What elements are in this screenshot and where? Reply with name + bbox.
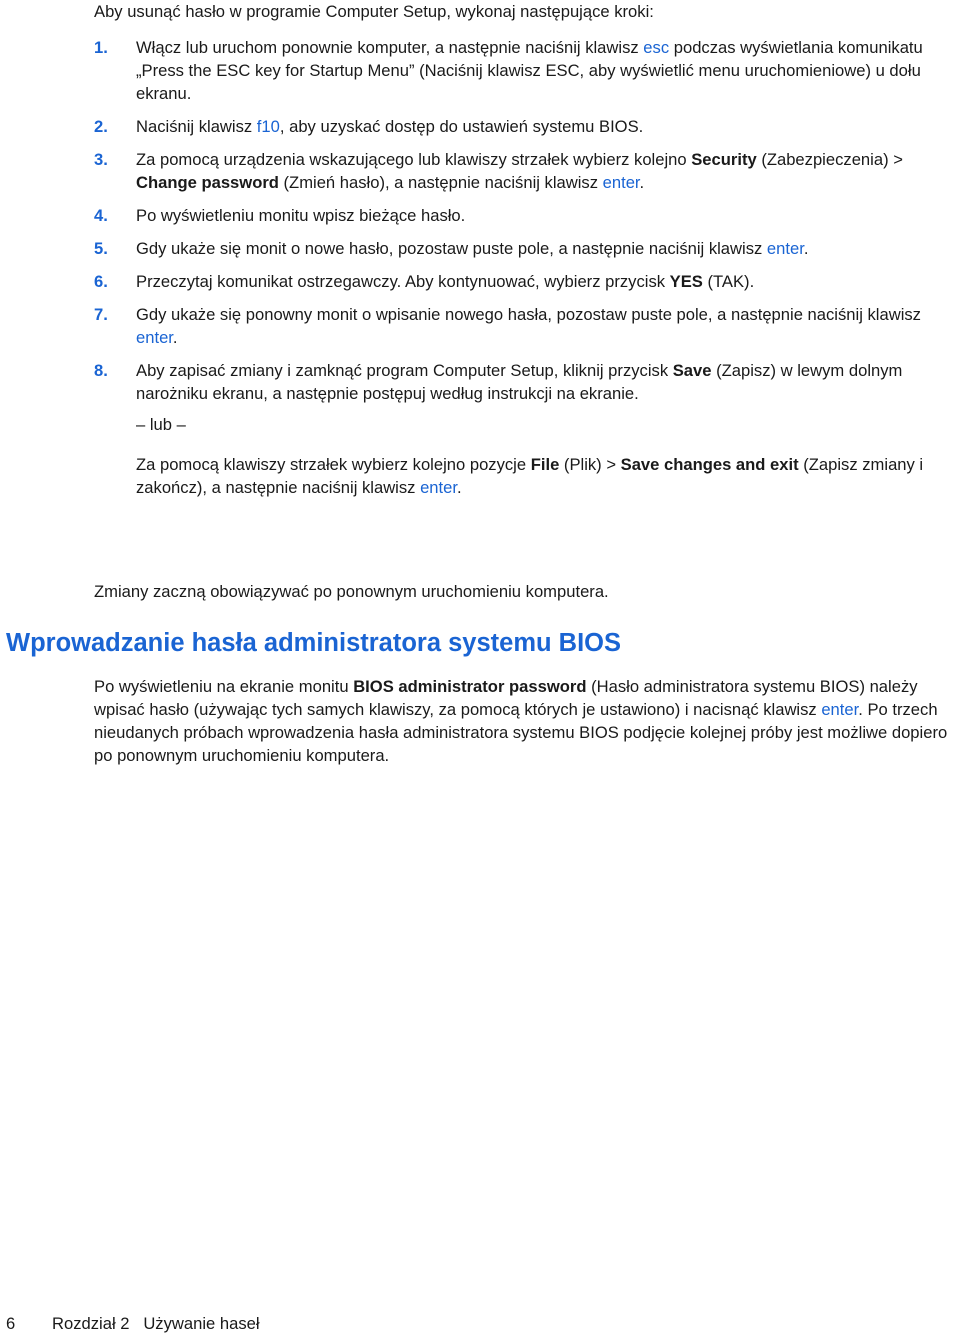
list-item: [94, 115, 960, 138]
chapter-title: Używanie haseł: [143, 1314, 260, 1333]
step-text: Przeczytaj komunikat ostrzegawczy. Aby kontynuować, wybierz przycisk: [136, 272, 670, 291]
menu-item-name: Save changes and exit: [620, 455, 799, 474]
step-text: podczas wyświetlania komunikatu „Press the ESC key for Startup Menu” (Naciśnij klawisz ESC, aby wyświetlić menu uruchomieniowe) u dołu ekranu.: [136, 38, 923, 103]
chapter-label: Rozdział 2: [52, 1314, 130, 1333]
alternative-paragraph: [136, 453, 960, 499]
step-paragraph: [136, 359, 960, 405]
step-text: .: [172, 328, 178, 347]
step-text: Gdy ukaże się monit o nowe hasło, pozostaw puste pole, a następnie naciśnij klawisz: [136, 239, 767, 258]
step-number: 7.: [94, 305, 108, 324]
button-name: Save: [672, 361, 712, 380]
step-text: .: [639, 173, 645, 192]
step-text: , aby uzyskać dostęp do ustawień systemu BIOS.: [279, 117, 644, 136]
closing-text: Zmiany zaczną obowiązywać po ponownym uruchomieniu komputera.: [94, 582, 609, 601]
button-name: YES: [669, 272, 703, 291]
list-item: [94, 237, 960, 260]
step-number: 2.: [94, 117, 108, 136]
list-item: [94, 359, 960, 499]
step-text: .: [456, 478, 462, 497]
page-footer: [6, 1312, 260, 1335]
step-text: (TAK).: [702, 272, 755, 291]
key-name: enter: [136, 328, 173, 347]
prompt-name: BIOS administrator password: [353, 677, 587, 696]
page-number: 6: [6, 1314, 16, 1333]
intro-text: Aby usunąć hasło w programie Computer Setup, wykonaj następujące kroki:: [94, 2, 654, 21]
steps-list: [94, 36, 960, 509]
step-text: (Zapisz) w lewym dolnym narożniku ekranu, a następnie postępuj według instrukcji na ekranie.: [136, 361, 903, 403]
list-item: [94, 303, 960, 349]
menu-item-name: Change password: [136, 173, 279, 192]
list-item: [94, 148, 960, 194]
section-text: Po wyświetleniu na ekranie monitu: [94, 677, 354, 696]
step-text: .: [803, 239, 809, 258]
alternative-separator: – lub –: [136, 415, 186, 434]
step-number: 8.: [94, 361, 108, 380]
step-text: Naciśnij klawisz: [136, 117, 257, 136]
section-paragraph: [94, 675, 960, 767]
step-text: Włącz lub uruchom ponownie komputer, a następnie naciśnij klawisz: [136, 38, 644, 57]
key-name: enter: [821, 700, 859, 719]
step-text: (Plik) >: [559, 455, 621, 474]
step-number: 3.: [94, 150, 108, 169]
step-number: 1.: [94, 38, 108, 57]
list-item: [94, 36, 960, 105]
step-text: (Zmień hasło), a następnie naciśnij klawisz: [278, 173, 603, 192]
step-text: (Zabezpieczenia) >: [756, 150, 903, 169]
step-text: Gdy ukaże się ponowny monit o wpisanie nowego hasła, pozostaw puste pole, a następnie naciśnij klawisz: [136, 305, 921, 324]
list-item: [94, 270, 960, 293]
key-name: esc: [643, 38, 670, 57]
menu-item-name: File: [530, 455, 560, 474]
key-name: enter: [420, 478, 457, 497]
step-number: 5.: [94, 239, 108, 258]
key-name: enter: [766, 239, 804, 258]
menu-item-name: Security: [691, 150, 757, 169]
key-name: f10: [256, 117, 280, 136]
section-heading: Wprowadzanie hasła administratora systemu BIOS: [6, 629, 622, 657]
list-item: [94, 204, 960, 227]
key-name: enter: [602, 173, 640, 192]
step-text: Za pomocą klawiszy strzałek wybierz kolejno pozycje: [136, 455, 531, 474]
step-number: 6.: [94, 272, 108, 291]
step-text: Za pomocą urządzenia wskazującego lub klawiszy strzałek wybierz kolejno: [136, 150, 692, 169]
step-text: Aby zapisać zmiany i zamknąć program Computer Setup, kliknij przycisk: [136, 361, 673, 380]
section-text: . Po trzech nieudanych próbach wprowadzenia hasła administratora systemu BIOS podjęcie kolejnej próby jest możliwe dopiero po ponownym uruchomieniu komputera.: [94, 700, 948, 765]
step-text: (Zapisz zmiany i zakończ), a następnie naciśnij klawisz: [136, 455, 924, 497]
step-number: 4.: [94, 206, 108, 225]
step-text: Po wyświetleniu monitu wpisz bieżące hasło.: [136, 206, 466, 225]
section-text: (Hasło administratora systemu BIOS) należy wpisać hasło (używając tych samych klawiszy, za pomocą których je ustawiono) i nacisnąć klawisz: [94, 677, 918, 719]
